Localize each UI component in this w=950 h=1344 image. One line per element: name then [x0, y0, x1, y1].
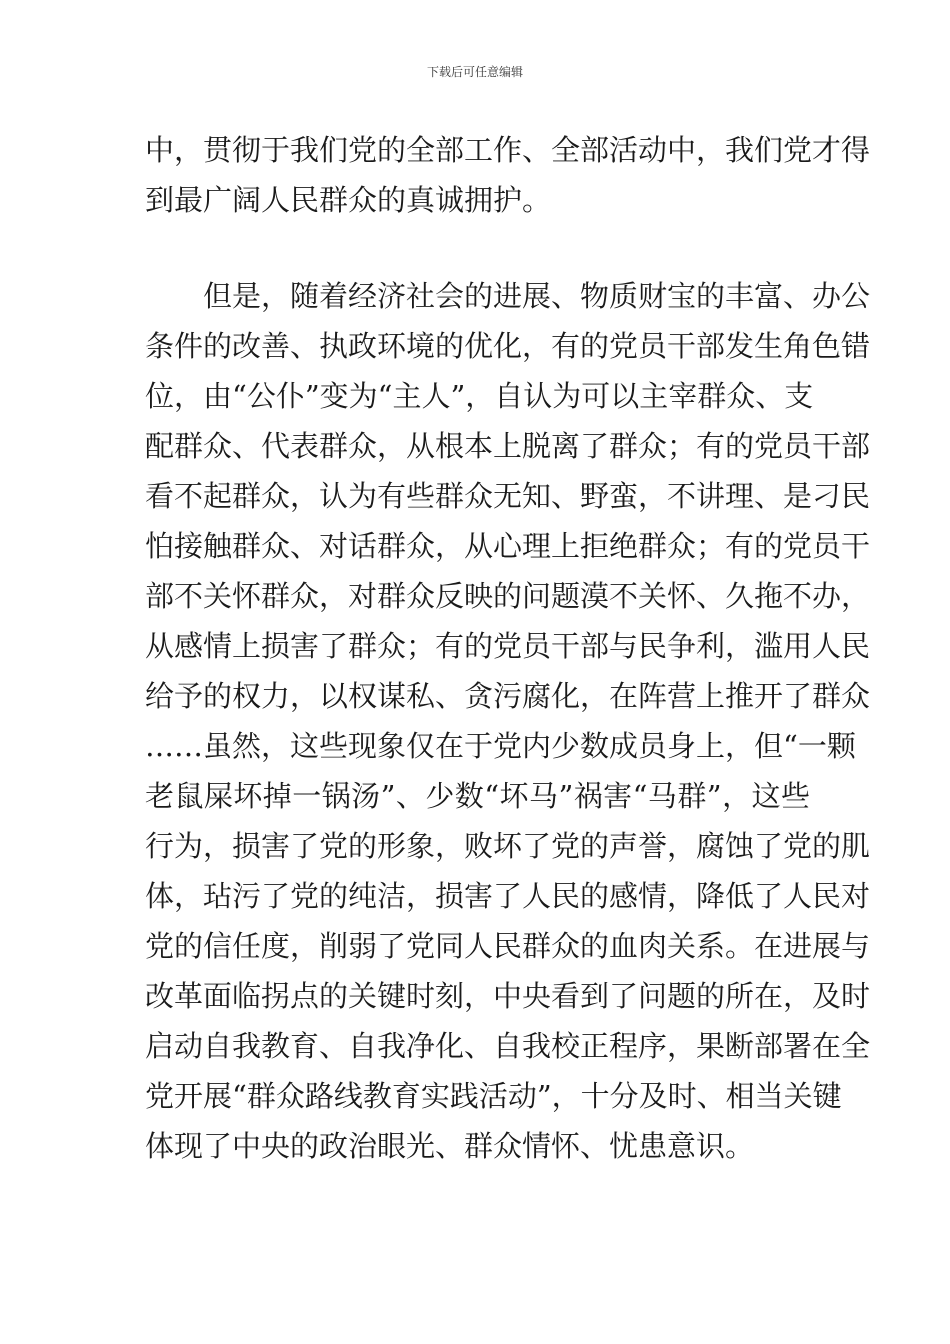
paragraph-2-line-3: 位，由“公仆”变为“主人”，自认为可以主宰群众、支	[145, 379, 814, 413]
paragraph-2-line-17: 党开展“群众路线教育实践活动”，十分及时、相当关键	[145, 1079, 842, 1113]
paragraph-2-line-18: 体现了中央的政治眼光、群众情怀、忧患意识。	[145, 1129, 755, 1163]
paragraph-2-line-16: 启动自我教育、自我净化、自我校正程序，果断部署在全	[145, 1029, 871, 1063]
paragraph-1-line-1: 中，贯彻于我们党的全部工作、全部活动中，我们党才得	[145, 133, 871, 167]
paragraph-2-line-14: 党的信任度，削弱了党同人民群众的血肉关系。在进展与	[145, 929, 871, 963]
paragraph-2-line-1: 但是，随着经济社会的进展、物质财宝的丰富、办公	[203, 279, 871, 313]
paragraph-2-line-13: 体，玷污了党的纯洁，损害了人民的感情，降低了人民对	[145, 879, 871, 913]
paragraph-2-line-5: 看不起群众，认为有些群众无知、野蛮，不讲理、是刁民	[145, 479, 871, 513]
paragraph-2-line-8: 从感情上损害了群众；有的党员干部与民争利，滥用人民	[145, 629, 871, 663]
paragraph-2-line-7: 部不关怀群众，对群众反映的问题漠不关怀、久拖不办，	[145, 579, 871, 613]
paragraph-2-line-11: 老鼠屎坏掉一锅汤”、少数“坏马”祸害“马群”，这些	[145, 779, 810, 813]
paragraph-1-line-2: 到最广阔人民群众的真诚拥护。	[145, 183, 552, 217]
paragraph-2-line-2: 条件的改善、执政环境的优化，有的党员干部发生角色错	[145, 329, 871, 363]
paragraph-2-line-9: 给予的权力，以权谋私、贪污腐化，在阵营上推开了群众	[145, 679, 871, 713]
paragraph-2-line-4: 配群众、代表群众，从根本上脱离了群众；有的党员干部	[145, 429, 871, 463]
paragraph-2-line-15: 改革面临拐点的关键时刻，中央看到了问题的所在，及时	[145, 979, 871, 1013]
paragraph-2-line-12: 行为，损害了党的形象，败坏了党的声誉，腐蚀了党的肌	[145, 829, 871, 863]
header-note: 下载后可任意编辑	[426, 65, 523, 79]
paragraph-2-line-6: 怕接触群众、对话群众，从心理上拒绝群众；有的党员干	[145, 529, 871, 563]
paragraph-2-line-10: ……虽然，这些现象仅在于党内少数成员身上，但“一颗	[145, 729, 856, 763]
